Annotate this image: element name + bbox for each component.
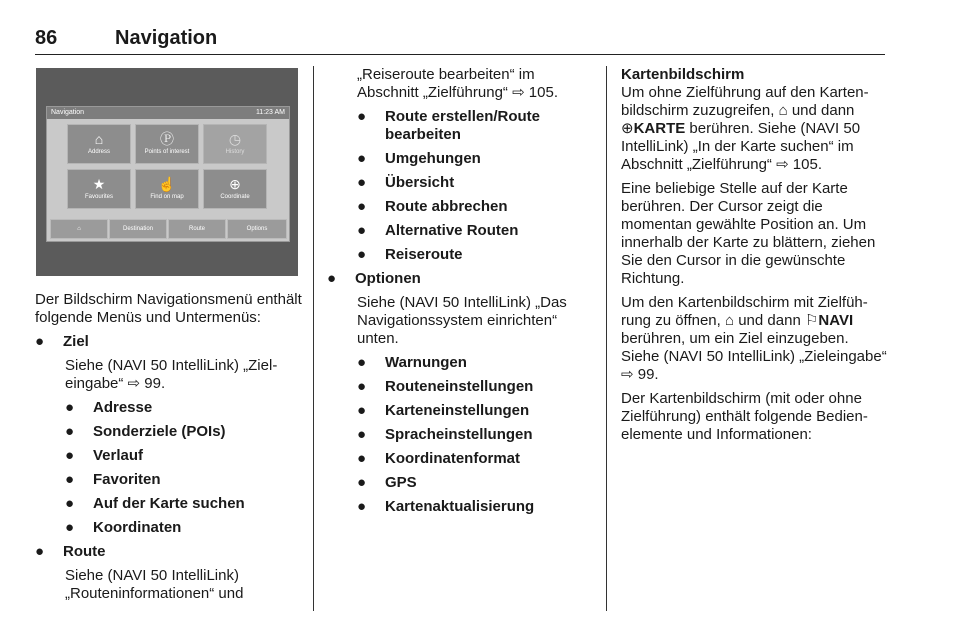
nav-screen xyxy=(46,106,290,242)
intro-text: Der Bildschirm Navigationsmenü enthält folgende Menüs und Untermenüs: xyxy=(35,291,302,326)
submenu-item: Auf der Karte suchen xyxy=(93,495,245,512)
route-desc: Siehe (NAVI 50 IntelliLink) „Routeninformationen“ und xyxy=(65,567,244,602)
column-divider xyxy=(606,66,607,611)
submenu-item: Route erstellen/Route bearbeiten xyxy=(385,108,541,143)
tile-find-on-map: ☝ Find on map xyxy=(135,169,199,209)
paragraph: Um ohne Zielführung auf den Kartenbildschirm zuzugreifen, ⌂ und dann ⊕KARTE berühren. Siehe (NAVI 50 IntelliLink) „In der Karte suchen“ im Abschnitt „Zielführung“ ⇨ 105. xyxy=(621,84,869,173)
bullet: ● xyxy=(327,270,337,287)
submenu-item: Koordinatenformat xyxy=(385,450,520,467)
home-icon: ⌂ xyxy=(724,312,735,329)
submenu-item: Alternative Routen xyxy=(385,222,519,239)
paragraph: Der Kartenbildschirm (mit oder ohne Zielführung) enthält folgende Bedienelemente und Informationen: xyxy=(621,390,868,443)
submenu-item: Kartenaktualisierung xyxy=(385,498,535,515)
submenu-item: GPS xyxy=(385,474,417,491)
column-divider xyxy=(313,66,314,611)
submenu-item: Sonderziele (POIs) xyxy=(93,423,226,440)
home-icon: ⌂ xyxy=(77,226,81,232)
globe-icon: ⊕ xyxy=(229,176,241,192)
tile-coordinate: ⊕ Coordinate xyxy=(203,169,267,209)
paragraph: Um den Kartenbildschirm mit Zielführung zu öffnen, ⌂ und dann ⚐NAVI berühren, um ein Ziel einzugeben. Siehe (NAVI 50 IntelliLink) „Zieleingabe“ ⇨ 99. xyxy=(621,294,887,383)
screen-time: 11:23 AM xyxy=(255,109,285,116)
bullet: ● xyxy=(35,333,45,350)
tile-poi: Ⓟ Points of interest xyxy=(135,124,199,164)
submenu-item: Spracheinstellungen xyxy=(385,426,533,443)
globe-icon: ⊕ xyxy=(621,120,634,137)
hand-icon: ☝ xyxy=(158,176,176,192)
route-desc-cont: „Reiseroute bearbeiten“ im Abschnitt „Zielführung“ ⇨ 105. xyxy=(357,66,558,101)
home-icon: ⌂ xyxy=(778,102,788,119)
home-icon: ⌂ xyxy=(94,131,104,147)
menu-optionen: Optionen xyxy=(355,270,421,287)
submenu-item: Route abbrechen xyxy=(385,198,508,215)
navigation-screenshot xyxy=(36,68,298,276)
submenu-item: Warnungen xyxy=(385,354,467,371)
options-button: Options xyxy=(227,219,287,239)
submenu-item: Umgehungen xyxy=(385,150,481,167)
menu-ziel: Ziel xyxy=(63,333,89,350)
menu-route: Route xyxy=(63,543,106,560)
screen-title: Navigation xyxy=(51,109,85,116)
bullet: ● xyxy=(35,543,45,560)
paragraph: Eine beliebige Stelle auf der Karte berühren. Der Cursor zeigt die momentan gewählte Position an. Um innerhalb der Karte zu blättern, ziehen Sie den Cursor in die gewünschte Richtung. xyxy=(621,180,876,287)
destination-button: Destination xyxy=(109,219,167,239)
route-button: Route xyxy=(168,219,226,239)
column-1: Der Bildschirm Navigationsmenü enthält folgende Menüs und Untermenüs: ● Ziel Siehe (NAVI 50 IntelliLink) „Zieleingabe“ ⇨ 99. ● Adresse ● Sonderziele (POIs) ● Verlauf ● Favoriten ● Auf der Karte suchen ● Koordinaten ● Route Siehe (NAVI 50 IntelliLink) „Routeninformationen“ und xyxy=(35,291,302,602)
page-title: Navigation xyxy=(115,27,218,49)
tile-address: ⌂ Address xyxy=(67,124,131,164)
column-2: „Reiseroute bearbeiten“ im Abschnitt „Zielführung“ ⇨ 105. ● Route erstellen/Route bearbeiten ● Umgehungen ● Übersicht ● Route abbrechen ● Alternative Routen ● Reiseroute ● Optionen Siehe (NAVI 50 IntelliLink) „Das Navigationssystem einrichten“ unten. ● Warnungen ● Routeneinstellungen ● Karteneinstellungen ● Spracheinstellungen ● Koordinatenformat ● GPS ● Kartenaktualisierung xyxy=(327,66,595,522)
submenu-item: Koordinaten xyxy=(93,519,182,536)
tile-history: ◷ History xyxy=(203,124,267,164)
optionen-desc: Siehe (NAVI 50 IntelliLink) „Das Navigationssystem einrichten“ unten. xyxy=(357,294,567,347)
submenu-item: Verlauf xyxy=(93,447,144,464)
column-3 xyxy=(621,66,889,450)
submenu-item: Reiseroute xyxy=(385,246,463,263)
submenu-item: Adresse xyxy=(93,399,153,416)
clock-icon: ◷ xyxy=(228,131,242,147)
submenu-item: Favoriten xyxy=(93,471,161,488)
flag-icon: ⚐ xyxy=(804,312,819,329)
home-button xyxy=(50,219,108,239)
page-header xyxy=(35,24,885,55)
page-number: 86 xyxy=(35,27,58,49)
tile-favourites: ★ Favourites xyxy=(67,169,131,209)
screen-topbar xyxy=(47,107,289,119)
star-icon: ★ xyxy=(92,176,106,192)
ziel-desc: Siehe (NAVI 50 IntelliLink) „Zieleingabe“ ⇨ 99. xyxy=(65,357,278,392)
poi-icon: Ⓟ xyxy=(160,131,174,147)
submenu-item: Karteneinstellungen xyxy=(385,402,530,419)
submenu-item: Übersicht xyxy=(385,174,455,191)
section-heading: Kartenbildschirm xyxy=(621,66,745,83)
submenu-item: Routeneinstellungen xyxy=(385,378,534,395)
